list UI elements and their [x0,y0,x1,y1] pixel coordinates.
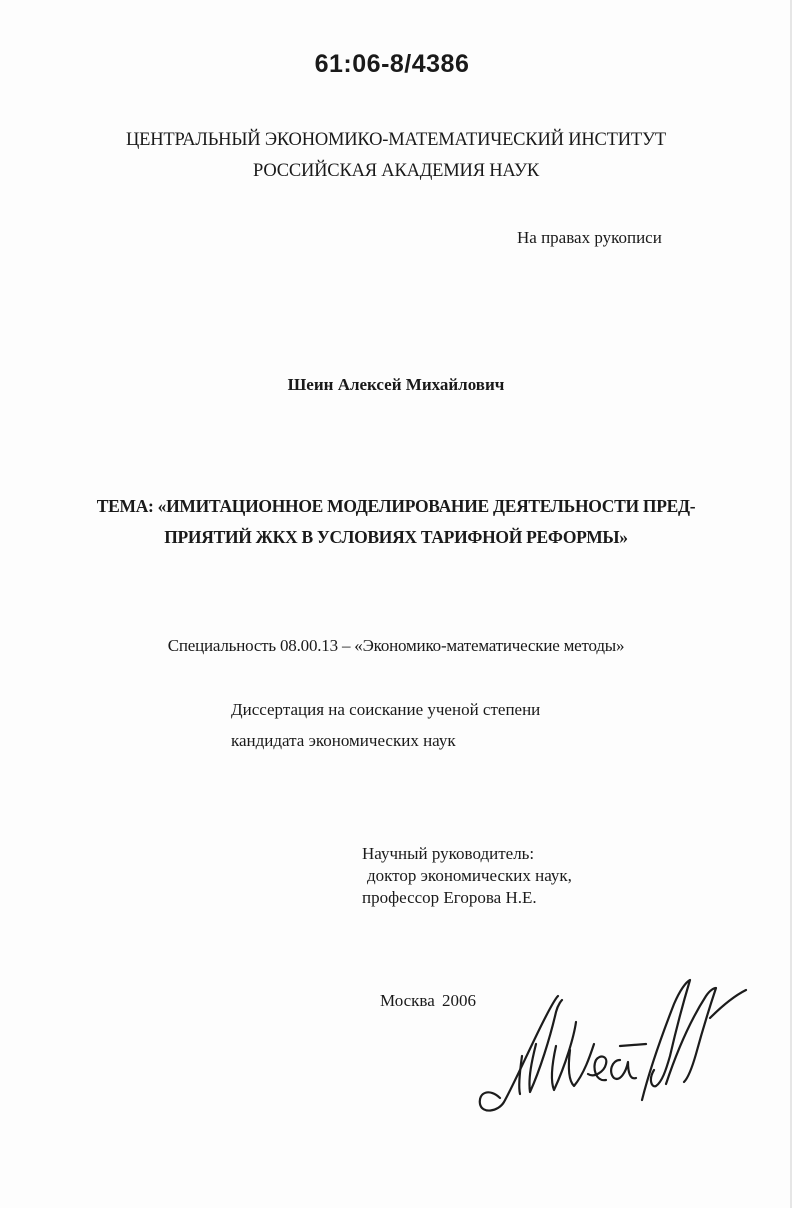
supervisor-name: профессор Егорова Н.Е. [362,888,537,907]
handwritten-signature-icon [470,960,760,1120]
academy-name: РОССИЙСКАЯ АКАДЕМИЯ НАУК [253,161,539,181]
rights-note: На правах рукописи [517,228,662,247]
theme-line-2: ПРИЯТИЙ ЖКХ В УСЛОВИЯХ ТАРИФНОЙ РЕФОРМЫ» [164,527,628,547]
dissertation-line-1: Диссертация на соискание ученой степени [231,700,541,719]
dissertation-theme [0,491,792,553]
author-name: Шеин Алексей Михайлович [287,375,505,394]
dissertation-line-2: кандидата экономических наук [231,731,456,750]
institute-name: ЦЕНТРАЛЬНЫЙ ЭКОНОМИКО-МАТЕМАТИЧЕСКИЙ ИНСТИТУТ [125,130,667,150]
archive-code: 61:06-8/4386 [314,50,470,78]
supervisor-degree: доктор экономических наук, [367,866,572,885]
dissertation-type [231,694,540,756]
institute-header [0,125,792,187]
speciality: Специальность 08.00.13 – «Экономико-математические методы» [167,636,625,655]
supervisor-block [362,843,572,909]
city-year: Москва 2006 [380,991,477,1010]
supervisor-label: Научный руководитель: [362,844,535,863]
theme-line-1: ТЕМА: «ИМИТАЦИОННОЕ МОДЕЛИРОВАНИЕ ДЕЯТЕЛЬНОСТИ ПРЕД- [96,496,696,516]
